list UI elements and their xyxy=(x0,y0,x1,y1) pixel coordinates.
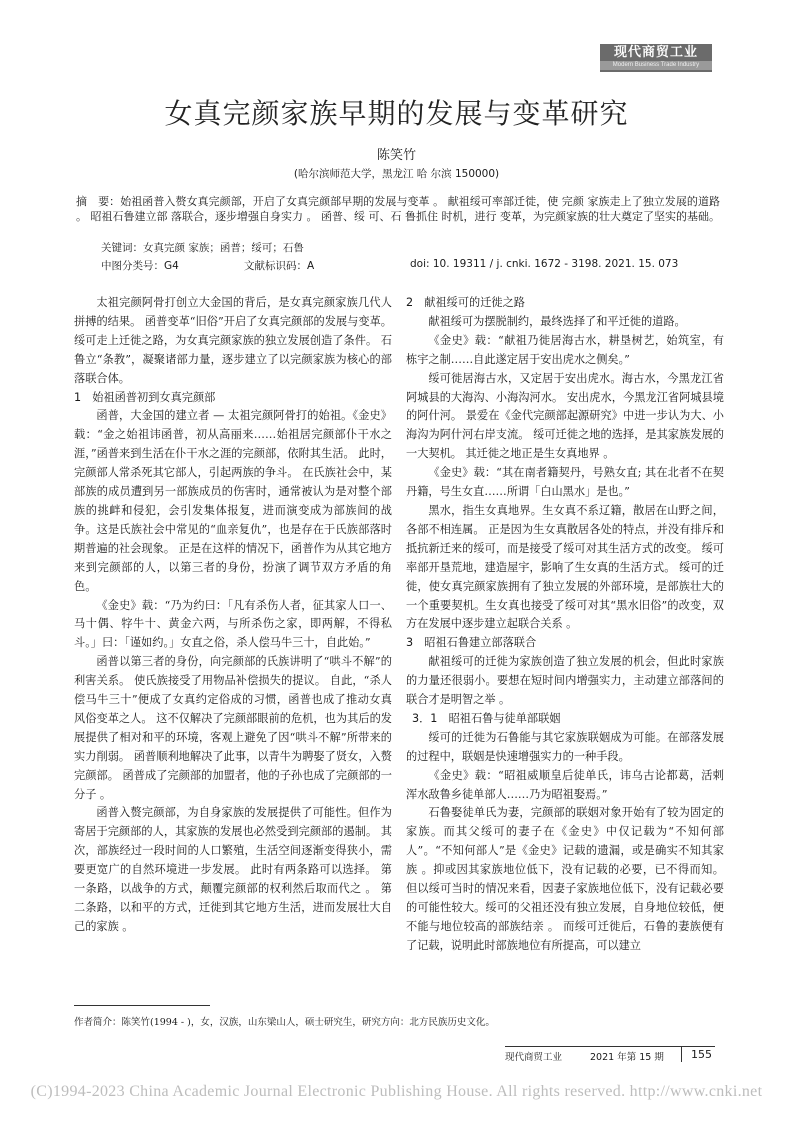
footer-separator xyxy=(681,1046,682,1062)
body-paragraph: 绥可的迁徙为石鲁能与其它家族联姻成为可能。在部落发展的过程中，联姻是快速增强实力的一种手段。 xyxy=(406,730,724,763)
footer-issue: 2021 年第 15 期 xyxy=(590,1052,664,1063)
footer-divider xyxy=(505,1046,715,1047)
page-number: 155 xyxy=(691,1048,712,1061)
intro-paragraph: 太祖完颜阿骨打创立大金国的背后，是女真完颜家族几代人拼搏的结果。 函普变革“旧俗”开启了女真完颜部的发展与变革。 绥可走上迁徙之路，为女真完颜家族的独立发展创造了条件。 石鲁立“条教”，凝聚诸部力量，逐步建立了以完颜家族为核心的部落联合体。 xyxy=(74,296,392,385)
section-1-heading: 1 始祖函普初到女真完颜部 xyxy=(74,390,216,404)
body-paragraph: 函普以第三者的身份，向完颜部的氏族讲明了“哄斗不解”的利害关系。 使氏族接受了用物品补偿损失的提议。 自此，“杀人偿马牛三十”便成了女真约定俗成的习惯，函普也成了推动女真风俗变革之人。 这不仅解决了完颜部眼前的危机，也为其后的发展提供了相对和平的环境，客观上避免了因“哄斗不解”所带来的实力削弱。 函普顺利地解决了此事，以青牛为聘娶了贤女，入赘完颜部。 函普成了完颜部的加盟者，他的子孙也成了完颜部的一分子 。 xyxy=(74,655,392,801)
body-paragraph: 石鲁娶徒单氏为妻，完颜部的联姻对象开始有了较为固定的家族。而其父绥可的妻子在《金史》中仅记载为“不知何部人”。“不知何部人”是《金史》记载的遗漏，或是确实不知其家族 。抑或因其家族地位低下，没有记载的必要，已不得而知。 但以绥可当时的情况来看，因妻子家族地位低下，没有记载必要的可能性较大。绥可的父祖还没有独立发展，自身地位较低，便不能与地位较高的部族结亲 。 而绥可迁徙后，石鲁的妻族便有了记载，说明此时部族地位有所提高，可以建立 xyxy=(406,806,724,952)
keywords: 关键词：女真完颜 家族；函普；绥可；石鲁 xyxy=(101,242,304,254)
clc-number: 中图分类号：G4 xyxy=(101,260,179,272)
doi: doi: 10. 19311 / j. cnki. 1672 - 3198. 2021. 15. 073 xyxy=(410,258,679,270)
body-paragraph: 黑水，指生女真地界。生女真不系辽籍，散居在山野之间，各部不相连属。 正是因为生女真散居各处的特点，并没有排斥和抵抗新迁来的绥可，而是接受了绥可对其生活方式的改变。 绥可率部开垦荒地，建造屋宇，影响了生女真的生活方式。 绥可的迁徙，使女真完颜家族拥有了独立发展的外部环境，是部族壮大的一个重要契机。生女真也接受了绥可对其“黑水旧俗”的改变，双方在发展中逐步建立起联合关系 。 xyxy=(406,503,724,631)
copyright-watermark: (C)1994-2023 China Academic Journal Electronic Publishing House. All rights reserved. http://www.cnki.net xyxy=(30,1083,763,1100)
journal-badge-english: Modern Business Trade Industry xyxy=(600,61,712,70)
body-paragraph: 献祖绥可的迁徙为家族创造了独立发展的机会，但此时家族的力量还很弱小。要想在短时间内增强实力，主动建立部落间的联合才是明智之举 。 xyxy=(406,655,724,707)
article-title: 女真完颜家族早期的发展与变革研究 xyxy=(164,97,629,130)
footer-journal-name: 现代商贸工业 xyxy=(505,1052,563,1063)
body-paragraph: 《金史》载：“乃为约曰：「凡有杀伤人者，征其家人口一、马十偶、牸牛十、黄金六两，与所杀伤之家，即两解，不得私斗。」曰：「谨如约。」女直之俗，杀人偿马牛三十，自此始。” xyxy=(74,598,392,650)
abstract: 摘 要：始祖函普入赘女真完颜部，开启了女真完颜部早期的发展与变革 。 献祖绥可率部迁徙，使 完颜 家族走上了独立发展的道路 。 昭祖石鲁建立部 落联合，逐步增强自身实力 。 函普、绥 可、石 鲁抓住 时机，进行 变革，为完颜家族的壮大奠定了坚实的基础。 xyxy=(76,195,720,223)
journal-badge xyxy=(600,44,712,72)
body-paragraph: 函普，大金国的建立者 — 太祖完颜阿骨打的始祖。《金史》载：“金之始祖讳函普，初从高丽来……始祖居完颜部仆干水之涯，”函普来到生活在仆干水之涯的完颜部，依附其生活。 此时，完颜部人常杀死其它部人，引起两族的争斗。 在氏族社会中，某部族的成员遭到另一部族成员的伤害时，通常被认为是对整个部族的挑衅和侵犯，会引发集体报复，进而演变成为部族间的战争。这是氏族社会中常见的“血亲复仇”，也是存在于氏族部落时期普遍的社会现象。 正是在这样的情况下，函普作为从其它地方来到完颜部的人，以第三者的身份，扮演了调节双方矛盾的角色。 xyxy=(74,409,392,593)
body-paragraph: 《金史》载：“其在南者籍契丹，号熟女直; 其在北者不在契丹籍，号生女直……所谓「白山黑水」是也。” xyxy=(406,466,724,499)
left-column xyxy=(74,294,392,937)
right-column xyxy=(406,294,724,956)
author-name: 陈笑竹 xyxy=(376,148,416,163)
author-affiliation: (哈尔滨师范大学，黑龙江 哈 尔滨 150000) xyxy=(293,168,500,180)
footnote-divider xyxy=(74,1005,210,1006)
section-3-1-heading: 3．1 昭祖石鲁与徒单部联姻 xyxy=(412,711,561,725)
author-footnote: 作者简介：陈笑竹(1994 - )，女，汉族，山东梁山人，硕士研究生，研究方向：北方民族历史文化。 xyxy=(74,1017,495,1028)
body-paragraph: 《金史》载：“昭祖威顺皇后徒单氏，讳乌古论都葛，活剌浑水敌鲁乡徒单部人……乃为昭祖娶焉。” xyxy=(406,768,724,801)
body-paragraph: 《金史》载：“献祖乃徙居海古水，耕垦树艺，始筑室，有栋宇之制……自此遂定居于安出虎水之侧矣。” xyxy=(406,333,724,366)
body-paragraph: 绥可徙居海古水，又定居于安出虎水。海古水，今黑龙江省阿城县的大海沟、小海沟河水。 安出虎水，今黑龙江省阿城县境的阿什河。 景爱在《金代完颜部起源研究》中进一步认为大、小海沟为阿什河右岸支流。 绥可迁徙之地的选择，是其家族发展的一大契机。 其迁徙之地正是生女真地界 。 xyxy=(406,371,724,461)
body-paragraph: 献祖绥可为摆脱制约，最终选择了和平迁徙的道路。 xyxy=(428,314,686,328)
body-paragraph: 函普入赘完颜部，为自身家族的发展提供了可能性。但作为寄居于完颜部的人，其家族的发展也必然受到完颜部的遏制。 其次，部族经过一段时间的人口繁殖，生活空间逐渐变得狭小，需要更宽广的自然环境进一步发展。 此时有两条路可以选择。 第一条路，以战争的方式，颠覆完颜部的权利然后取而代之 。 第二条路，以和平的方式，迁徙到其它地方生活，进而发展壮大自己的家族 。 xyxy=(74,806,392,933)
section-2-heading: 2 献祖绥可的迁徙之路 xyxy=(406,296,525,309)
document-code: 文献标识码：A xyxy=(244,260,315,272)
section-3-heading: 3 昭祖石鲁建立部落联合 xyxy=(406,636,537,650)
journal-badge-name: 现代商贸工业 xyxy=(613,45,698,60)
